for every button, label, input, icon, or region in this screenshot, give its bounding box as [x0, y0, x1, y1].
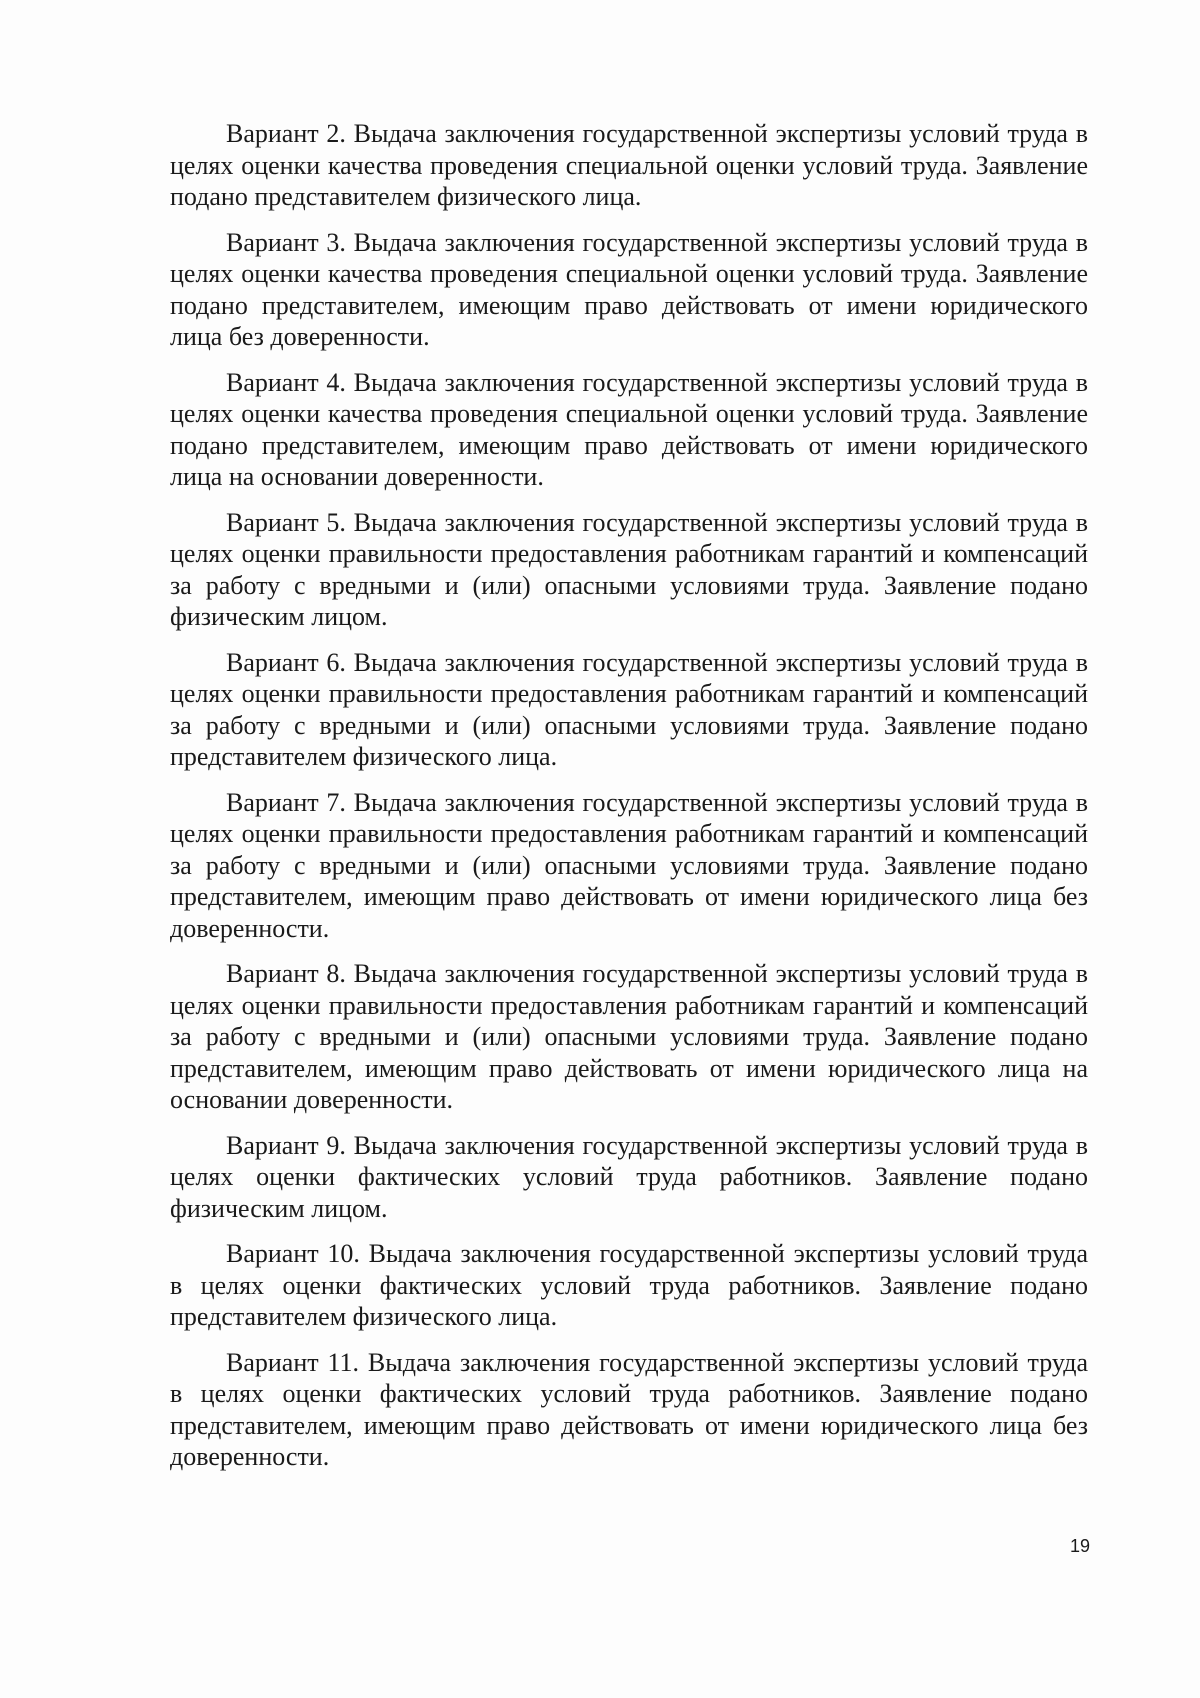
paragraph-variant-7: Вариант 7. Выдача заключения государственной экспертизы условий труда в целях оценки правильности предоставления работникам гарантий и компенсаций за работу с вредными и (или) опасными условиями труда. Заявление подано представителем, имеющим право действовать от имени юридического лица без доверенности. — [170, 787, 1088, 943]
document-body — [170, 118, 1088, 1487]
paragraph-variant-4: Вариант 4. Выдача заключения государственной экспертизы условий труда в целях оценки качества проведения специальной оценки условий труда. Заявление подано представителем, имеющим право действовать от имени юридического лица на основании доверенности. — [170, 367, 1088, 491]
page-number: 19 — [1069, 1536, 1090, 1556]
paragraph-variant-9: Вариант 9. Выдача заключения государственной экспертизы условий труда в целях оценки фактических условий труда работников. Заявление подано физическим лицом. — [170, 1130, 1088, 1223]
paragraph-variant-10: Вариант 10. Выдача заключения государственной экспертизы условий труда в целях оценки фактических условий труда работников. Заявление подано представителем физического лица. — [170, 1239, 1088, 1331]
paragraph-variant-6: Вариант 6. Выдача заключения государственной экспертизы условий труда в целях оценки правильности предоставления работникам гарантий и компенсаций за работу с вредными и (или) опасными условиями труда. Заявление подано представителем физического лица. — [170, 647, 1088, 771]
paragraph-variant-5: Вариант 5. Выдача заключения государственной экспертизы условий труда в целях оценки правильности предоставления работникам гарантий и компенсаций за работу с вредными и (или) опасными условиями труда. Заявление подано физическим лицом. — [170, 507, 1088, 631]
paragraph-variant-11: Вариант 11. Выдача заключения государственной экспертизы условий труда в целях оценки фактических условий труда работников. Заявление подано представителем, имеющим право действовать от имени юридического лица без доверенности. — [170, 1347, 1088, 1471]
paragraph-variant-8: Вариант 8. Выдача заключения государственной экспертизы условий труда в целях оценки правильности предоставления работникам гарантий и компенсаций за работу с вредными и (или) опасными условиями труда. Заявление подано представителем, имеющим право действовать от имени юридического лица на основании доверенности. — [170, 959, 1088, 1114]
paragraph-variant-3: Вариант 3. Выдача заключения государственной экспертизы условий труда в целях оценки качества проведения специальной оценки условий труда. Заявление подано представителем, имеющим право действовать от имени юридического лица без доверенности. — [170, 227, 1088, 351]
paragraph-variant-2: Вариант 2. Выдача заключения государственной экспертизы условий труда в целях оценки качества проведения специальной оценки условий труда. Заявление подано представителем физического лица. — [170, 119, 1088, 211]
